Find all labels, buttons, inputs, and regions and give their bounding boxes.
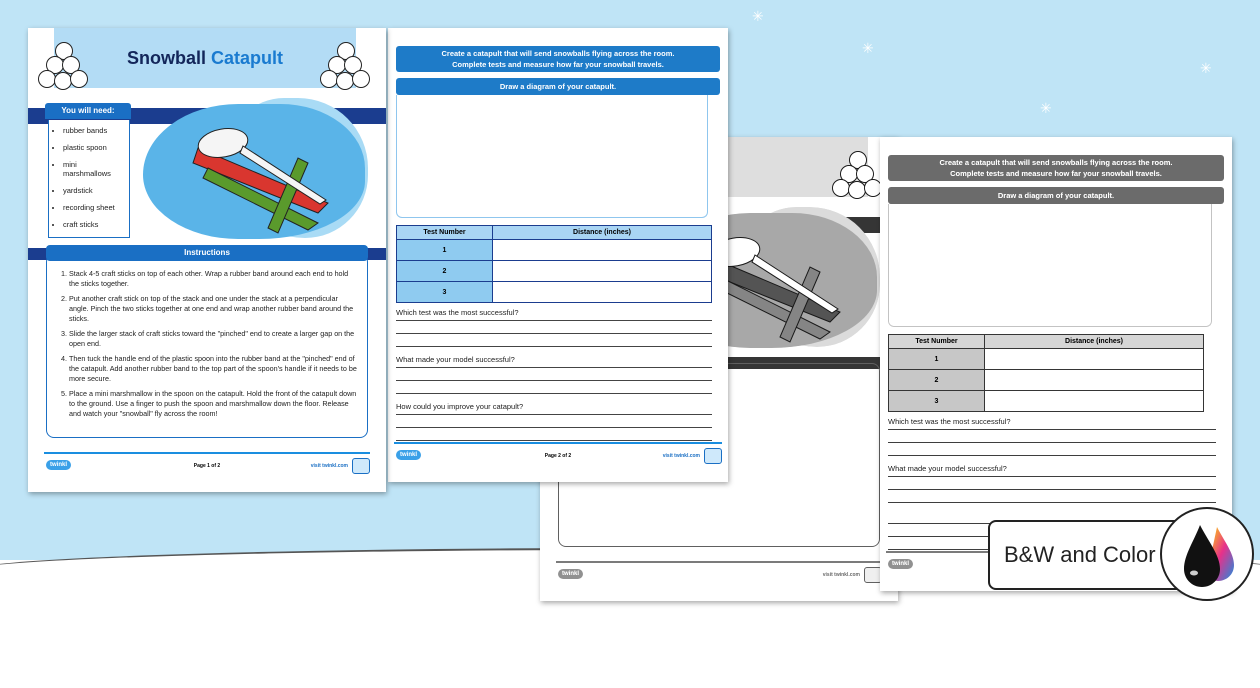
list-item: • rubber bands xyxy=(63,126,125,135)
question-block xyxy=(396,308,712,347)
diagram-drawing-area xyxy=(396,95,708,218)
list-item: 2. Put another craft stick on top of the stack and one under the stack at a perpendicular angle. Pinch the two sticks together at one end and wrap another rubber band around the sticks. xyxy=(69,294,357,324)
page-number: Page 2 of 2 xyxy=(544,453,572,459)
distance-cell xyxy=(493,282,712,303)
table-row xyxy=(397,282,712,303)
materials-list xyxy=(48,120,130,238)
twinkl-logo: twinkl xyxy=(558,569,583,579)
column-header: Distance (inches) xyxy=(985,335,1204,349)
table-row xyxy=(397,240,712,261)
task-brief xyxy=(888,155,1224,181)
question-block xyxy=(396,355,712,394)
table-row xyxy=(889,349,1204,370)
column-header: Test Number xyxy=(397,226,493,240)
list-item: 3. Slide the larger stack of craft sticks toward the "pinched" end to create a larger gap on the open end. xyxy=(69,329,357,349)
test-number: 3 xyxy=(397,282,493,303)
snowball-pile-icon xyxy=(832,151,884,201)
twinkl-logo: twinkl xyxy=(396,450,421,460)
test-number: 2 xyxy=(889,370,985,391)
list-item: 1. Stack 4-5 craft sticks on top of each other. Wrap a rubber band around each end to hold the sticks together. xyxy=(69,269,357,289)
twinkl-logo: twinkl xyxy=(888,559,913,569)
website-link: visit twinkl.com xyxy=(310,463,348,469)
list-item: • craft sticks xyxy=(63,220,125,229)
instructions-heading: Instructions xyxy=(46,245,368,261)
diagram-heading: Draw a diagram of your catapult. xyxy=(888,187,1224,204)
snowball-pile-icon xyxy=(320,42,372,92)
worksheet-page-2-color xyxy=(388,28,728,482)
needs-heading: You will need: xyxy=(45,103,131,119)
test-number: 1 xyxy=(397,240,493,261)
test-number: 1 xyxy=(889,349,985,370)
test-number: 2 xyxy=(397,261,493,282)
question-block xyxy=(888,417,1216,456)
website-link: visit twinkl.com xyxy=(662,453,700,459)
snowflake-icon: ✳ xyxy=(1200,60,1212,76)
title-banner xyxy=(54,28,356,88)
twinkl-logo: twinkl xyxy=(46,460,71,470)
results-table xyxy=(888,334,1204,412)
list-item: • yardstick xyxy=(63,186,125,195)
brief-line: Complete tests and measure how far your snowball travels. xyxy=(452,60,664,69)
list-item: • recording sheet xyxy=(63,203,125,212)
page-footer xyxy=(394,442,722,464)
task-brief xyxy=(396,46,720,72)
page-number: Page 1 of 2 xyxy=(193,463,221,469)
snowflake-icon: ✳ xyxy=(1040,100,1052,116)
instructions-box xyxy=(46,254,368,438)
quality-badge-icon xyxy=(704,448,722,464)
question-text: What made your model successful? xyxy=(888,464,1216,477)
question-block xyxy=(888,464,1216,503)
ink-drops-icon xyxy=(1160,507,1254,601)
table-row xyxy=(889,370,1204,391)
question-text: Which test was the most successful? xyxy=(396,308,712,321)
list-item: 4. Then tuck the handle end of the plastic spoon into the rubber band at the "pinched" end of the catapult. Add another rubber band to the top part of the spoon's handle if it needs to be more secure. xyxy=(69,354,357,384)
distance-cell xyxy=(985,391,1204,412)
quality-badge-icon xyxy=(352,458,370,474)
question-text: How could you improve your catapult? xyxy=(396,402,712,415)
column-header: Distance (inches) xyxy=(493,226,712,240)
question-block xyxy=(396,402,712,441)
column-header: Test Number xyxy=(889,335,985,349)
brief-line: Complete tests and measure how far your snowball travels. xyxy=(950,169,1162,178)
website-link: visit twinkl.com xyxy=(822,572,860,578)
test-number: 3 xyxy=(889,391,985,412)
snowflake-icon: ✳ xyxy=(862,40,874,56)
distance-cell xyxy=(985,349,1204,370)
distance-cell xyxy=(493,261,712,282)
page-footer xyxy=(556,561,882,583)
question-text: What made your model successful? xyxy=(396,355,712,368)
table-row xyxy=(397,261,712,282)
distance-cell xyxy=(985,370,1204,391)
distance-cell xyxy=(493,240,712,261)
list-item: • plastic spoon xyxy=(63,143,125,152)
results-table xyxy=(396,225,712,303)
diagram-heading: Draw a diagram of your catapult. xyxy=(396,78,720,95)
list-item: 5. Place a mini marshmallow in the spoon on the catapult. Hold the front of the catapult down to the ground. Use a finger to push the spoon and marshmallow down the floor. Release and watch your "snowball" fly across the room! xyxy=(69,389,357,419)
question-text: Which test was the most successful? xyxy=(888,417,1216,430)
table-row xyxy=(889,391,1204,412)
brief-line: Create a catapult that will send snowballs flying across the room. xyxy=(441,49,675,58)
worksheet-page-1-color xyxy=(28,28,386,492)
snowball-pile-icon xyxy=(38,42,90,92)
badge-label: B&W and Color xyxy=(1004,542,1156,567)
page-footer xyxy=(44,452,370,474)
snowflake-icon: ✳ xyxy=(752,8,764,24)
diagram-drawing-area xyxy=(888,204,1212,327)
catapult-illustration xyxy=(168,108,348,238)
page-title: Snowball Catapult xyxy=(126,48,284,68)
brief-line: Create a catapult that will send snowballs flying across the room. xyxy=(939,158,1173,167)
list-item: • mini marshmallows xyxy=(63,160,125,178)
